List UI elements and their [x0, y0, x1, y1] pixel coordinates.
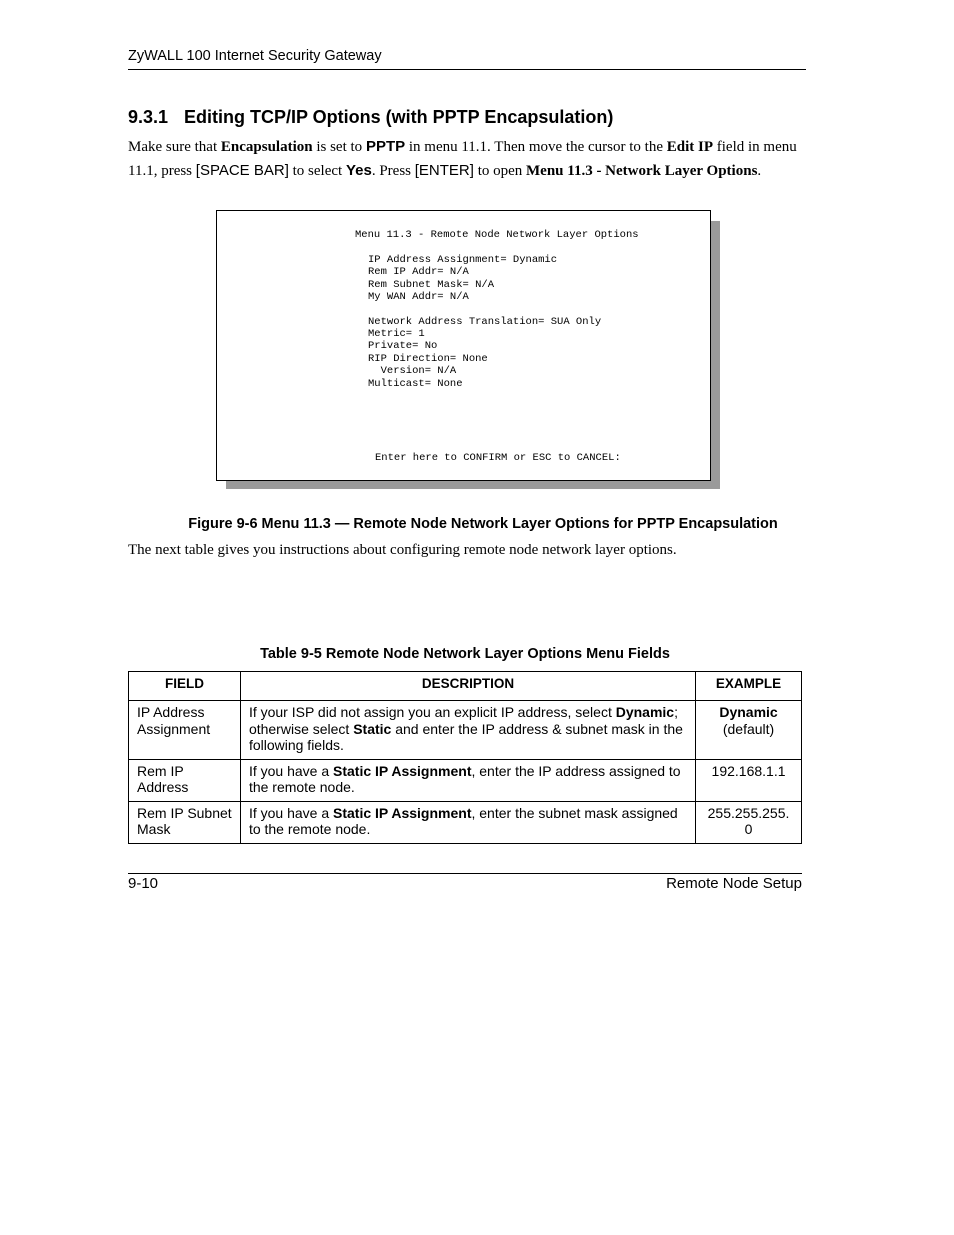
cell-description	[240, 701, 695, 760]
table-header-row	[129, 672, 802, 701]
intro-text: .	[757, 163, 762, 179]
intro-paragraph	[128, 135, 798, 183]
intro-bold-pptp: PPTP	[365, 138, 406, 155]
cell-field: Rem IP Address	[129, 759, 241, 801]
intro-text: in menu 11.1. Then move the cursor to the	[405, 139, 667, 155]
screen-line-private: Private= No	[368, 340, 438, 352]
screen-title: Menu 11.3 - Remote Node Network Layer Options	[355, 229, 639, 241]
header-description: DESCRIPTION	[240, 672, 695, 701]
figure-caption: Figure 9-6 Menu 11.3 — Remote Node Network Layer Options for PPTP Encapsulation	[188, 516, 778, 532]
table-intro-paragraph: The next table gives you instructions about configuring remote node network layer options.	[128, 542, 677, 558]
desc-bold: Static IP Assignment	[333, 804, 472, 821]
terminal-screen	[216, 210, 711, 481]
intro-text: . Press	[371, 163, 415, 179]
cell-example	[696, 701, 802, 760]
table-caption: Table 9-5 Remote Node Network Layer Options Menu Fields	[260, 646, 670, 662]
section-heading	[128, 107, 613, 128]
intro-text: Make sure that	[128, 139, 221, 155]
cell-field: Rem IP Subnet Mask	[129, 801, 241, 843]
screen-line-rem-ip-addr: Rem IP Addr= N/A	[368, 266, 469, 278]
cell-description	[240, 759, 695, 801]
screen-line-rem-subnet-mask: Rem Subnet Mask= N/A	[368, 279, 495, 291]
header-example: EXAMPLE	[696, 672, 802, 701]
table-row	[129, 759, 802, 801]
intro-key-enter: [ENTER]	[414, 162, 474, 179]
intro-bold-edit-ip: Edit IP	[666, 139, 714, 155]
screen-line-rip-direction: RIP Direction= None	[368, 353, 488, 365]
chapter-name: Remote Node Setup	[666, 875, 802, 892]
desc-text: , enter the IP address assigned to the remote node.	[248, 762, 681, 795]
table-row	[129, 701, 802, 760]
fields-table	[128, 671, 802, 844]
screen-prompt: Enter here to CONFIRM or ESC to CANCEL:	[375, 452, 621, 464]
screen-line-metric: Metric= 1	[368, 328, 425, 340]
screen-line-multicast: Multicast= None	[368, 378, 463, 390]
header-field: FIELD	[129, 672, 241, 701]
desc-bold: Static	[353, 720, 392, 737]
screen-line-my-wan-addr: My WAN Addr= N/A	[368, 291, 469, 303]
example-bold: Dynamic	[719, 704, 778, 720]
screen-line-nat: Network Address Translation= SUA Only	[368, 316, 602, 328]
intro-bold-yes: Yes	[345, 162, 372, 179]
desc-bold: Static IP Assignment	[333, 762, 472, 779]
desc-text: ; otherwise select	[248, 704, 678, 737]
intro-text: field in menu 11.1, press	[128, 139, 797, 179]
cell-example: 255.255.255.0	[696, 801, 802, 843]
intro-text: to select	[288, 163, 346, 179]
desc-text: , enter the subnet mask assigned to the remote node.	[248, 804, 678, 837]
header-rule	[128, 69, 806, 70]
footer-rule	[128, 873, 802, 874]
desc-text: If you have a	[248, 804, 333, 821]
intro-text: to open	[473, 163, 527, 179]
cell-example: 192.168.1.1	[696, 759, 802, 801]
intro-bold-encapsulation: Encapsulation	[220, 139, 313, 155]
desc-text: and enter the IP address & subnet mask in the following fields.	[248, 720, 683, 753]
screen-line-ip-assignment: IP Address Assignment= Dynamic	[368, 254, 558, 266]
screen-line-version: Version= N/A	[368, 365, 457, 377]
cell-field: IP Address Assignment	[129, 701, 241, 760]
section-title: Editing TCP/IP Options (with PPTP Encapsulation)	[184, 107, 614, 127]
intro-text: is set to	[312, 139, 366, 155]
intro-key-space-bar: [SPACE BAR]	[195, 162, 289, 179]
running-header: ZyWALL 100 Internet Security Gateway	[128, 48, 382, 64]
desc-text: If your ISP did not assign you an explicit IP address, select	[248, 704, 616, 720]
desc-text: If you have a	[248, 762, 333, 779]
desc-bold: Dynamic	[615, 704, 675, 720]
page-number: 9-10	[128, 875, 159, 892]
cell-description	[240, 801, 695, 843]
intro-bold-menu-name: Menu 11.3 - Network Layer Options	[526, 163, 758, 179]
section-number: 9.3.1	[128, 107, 169, 127]
example-text: (default)	[722, 720, 775, 737]
table-row	[129, 801, 802, 843]
